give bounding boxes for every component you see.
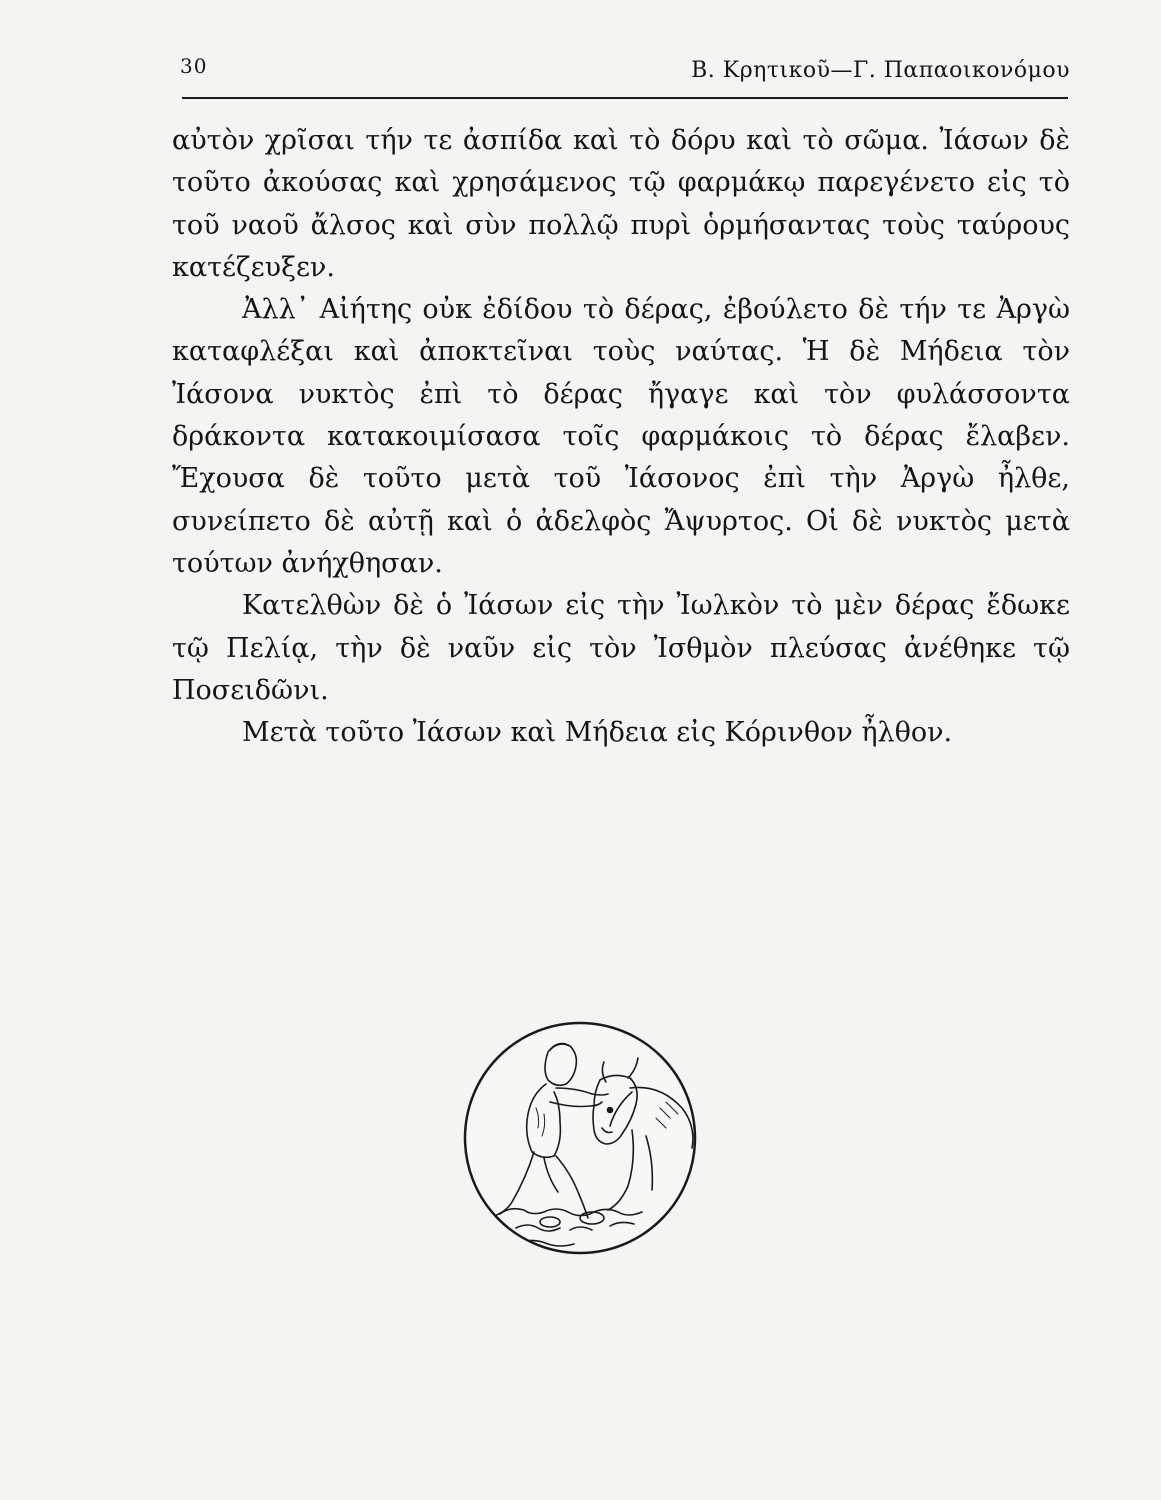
page-number: 30 xyxy=(180,54,208,78)
main-text xyxy=(172,120,1070,754)
paragraph-2: Ἀλλ᾿ Αἰήτης οὐκ ἐδίδου τὸ δέρας, ἐβούλετο δὲ τήν τε Ἀργὼ καταφλέξαι καὶ ἀποκτεῖναι τοὺς ναύτας. Ἡ δὲ Μήδεια τὸν Ἰάσονα νυκτὸς ἐπὶ τὸ δέρας ἤγαγε καὶ τὸν φυλάσσοντα δράκοντα κατακοιμίσασα τοῖς φαρμάκοις τὸ δέρας ἔλαβεν. Ἔχουσα δὲ τοῦτο μετὰ τοῦ Ἰάσονος ἐπὶ τὴν Ἀργὼ ἦλθε, συνείπετο δὲ αὐτῇ καὶ ὁ ἀδελφὸς Ἄψυρτος. Οἱ δὲ νυκτὸς μετὰ τούτων ἀνήχθησαν. xyxy=(172,294,1070,579)
jason-yoking-bull-icon xyxy=(460,1018,700,1258)
running-head: Β. Κρητικοῦ—Γ. Παπαοικονόμου xyxy=(691,58,1070,83)
header-rule xyxy=(182,97,1068,99)
paragraph-4: Μετὰ τοῦτο Ἰάσων καὶ Μήδεια εἰς Κόρινθον ἦλθον. xyxy=(242,717,953,749)
paragraph-3: Κατελθὼν δὲ ὁ Ἰάσων εἰς τὴν Ἰωλκὸν τὸ μὲν δέρας ἔδωκε τῷ Πελίᾳ, τὴν δὲ ναῦν εἰς τὸν Ἰσθμὸν πλεύσας ἀνέθηκε τῷ Ποσειδῶνι. xyxy=(172,590,1070,706)
paragraph-1: αὐτὸν χρῖσαι τήν τε ἀσπίδα καὶ τὸ δόρυ καὶ τὸ σῶμα. Ἰάσων δὲ τοῦτο ἀκούσας καὶ χρησάμενος τῷ φαρμάκῳ παρεγένετο εἰς τὸ τοῦ ναοῦ ἄλσος καὶ σὺν πολλῷ πυρὶ ὁρμήσαντας τοὺς ταύρους κατέζευξεν. xyxy=(172,125,1070,283)
page-header xyxy=(180,46,1070,96)
